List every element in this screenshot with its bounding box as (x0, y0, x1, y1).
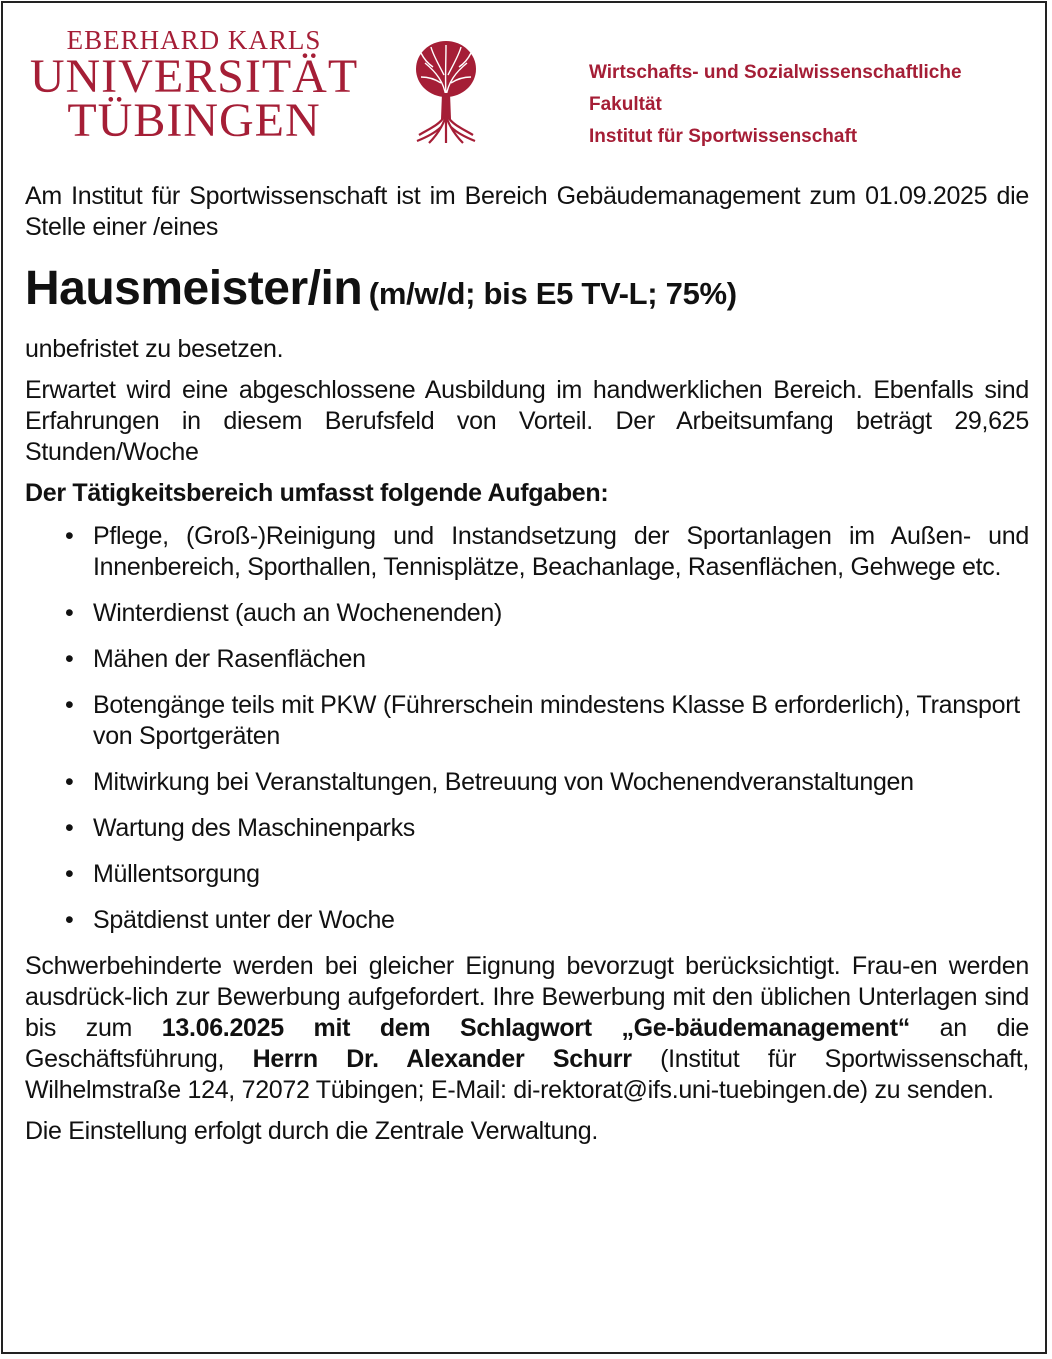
bullet-icon: • (65, 599, 74, 627)
unbefristet-line: unbefristet zu besetzen. (25, 335, 284, 363)
job-title-sub: (m/w/d; bis E5 TV-L; 75%) (368, 276, 737, 311)
task-text: Wartung des Maschinenparks (93, 814, 415, 842)
logo-line-2: UNIVERSITÄT (29, 50, 359, 103)
bullet-icon: • (65, 906, 74, 934)
closing-part-3: (Institut für Sportwissenschaft, Wilhelmstraße 124, 72072 Tübingen; E-Mail: di-rektorat@ifs.uni-tuebingen.de) zu senden. (25, 1045, 1029, 1104)
logo-line-3: TÜBINGEN (67, 94, 321, 147)
faculty-line-3: Institut für Sportwissenschaft (589, 126, 858, 147)
oak-tree-icon (411, 37, 481, 147)
bullet-icon: • (65, 860, 74, 888)
task-text: Pflege, (Groß-)Reinigung und Instandsetzung der Sportanlagen im Außen- und Innenbereich, Sporthallen, Tennisplätze, Beachanlage, Rasenflächen, Gehwege etc. (93, 522, 1029, 581)
intro-paragraph: Am Institut für Sportwissenschaft ist im Bereich Gebäudemanagement zum 01.09.2025 die Stelle einer /eines (25, 182, 1029, 241)
list-item (25, 813, 1029, 844)
faculty-line-2: Fakultät (589, 94, 662, 115)
contact-name: Herrn Dr. Alexander Schurr (252, 1045, 632, 1073)
task-text: Mähen der Rasenflächen (93, 645, 366, 673)
bullet-icon: • (65, 522, 74, 550)
job-ad-content (25, 181, 1029, 1147)
bullet-icon: • (65, 814, 74, 842)
closing-part-1: Schwerbehinderte werden bei gleicher Eignung bevorzugt berücksichtigt. Frau-en werden ausdrück-lich zur Bewerbung aufgefordert. Ihre Bewerbung mit den üblichen Unterlagen sind bis zum (25, 952, 1029, 1042)
tasks-list (25, 521, 1029, 936)
expectations-paragraph: Erwartet wird eine abgeschlossene Ausbildung im handwerklichen Bereich. Ebenfalls sind Erfahrungen in diesem Berufsfeld von Vorteil. Der Arbeitsumfang beträgt 29,625 Stunden/Woche (25, 376, 1029, 466)
bullet-icon: • (65, 645, 74, 673)
header (3, 3, 1049, 173)
list-item (25, 521, 1029, 583)
tasks-heading: Der Tätigkeitsbereich umfasst folgende Aufgaben: (25, 479, 609, 507)
list-item (25, 767, 1029, 798)
job-title-main: Hausmeister/in (25, 262, 363, 315)
task-text: Mitwirkung bei Veranstaltungen, Betreuung von Wochenendveranstaltungen (93, 768, 914, 796)
closing-part-2: an die Geschäftsführung, (25, 1014, 1029, 1073)
document-frame (1, 1, 1047, 1354)
list-item (25, 690, 1029, 752)
list-item (25, 859, 1029, 890)
list-item (25, 598, 1029, 629)
task-text: Spätdienst unter der Woche (93, 906, 395, 934)
bullet-icon: • (65, 768, 74, 796)
bullet-icon: • (65, 691, 74, 719)
faculty-line-1: Wirtschafts- und Sozialwissenschaftliche (589, 62, 962, 83)
faculty-block (589, 57, 962, 153)
closing-paragraph (25, 951, 1029, 1106)
task-text: Müllentsorgung (93, 860, 260, 888)
logo-line-1: EBERHARD KARLS (66, 25, 322, 55)
job-title (25, 261, 1029, 324)
task-text: Winterdienst (auch an Wochenenden) (93, 599, 503, 627)
deadline-text: 13.06.2025 mit dem Schlagwort „Ge-bäudemanagement“ (161, 1014, 910, 1042)
task-text: Botengänge teils mit PKW (Führerschein mindestens Klasse B erforderlich), Transport von Sportgeräten (93, 691, 1020, 750)
university-logo (27, 25, 361, 147)
list-item (25, 644, 1029, 675)
final-line: Die Einstellung erfolgt durch die Zentrale Verwaltung. (25, 1117, 599, 1145)
list-item (25, 905, 1029, 936)
